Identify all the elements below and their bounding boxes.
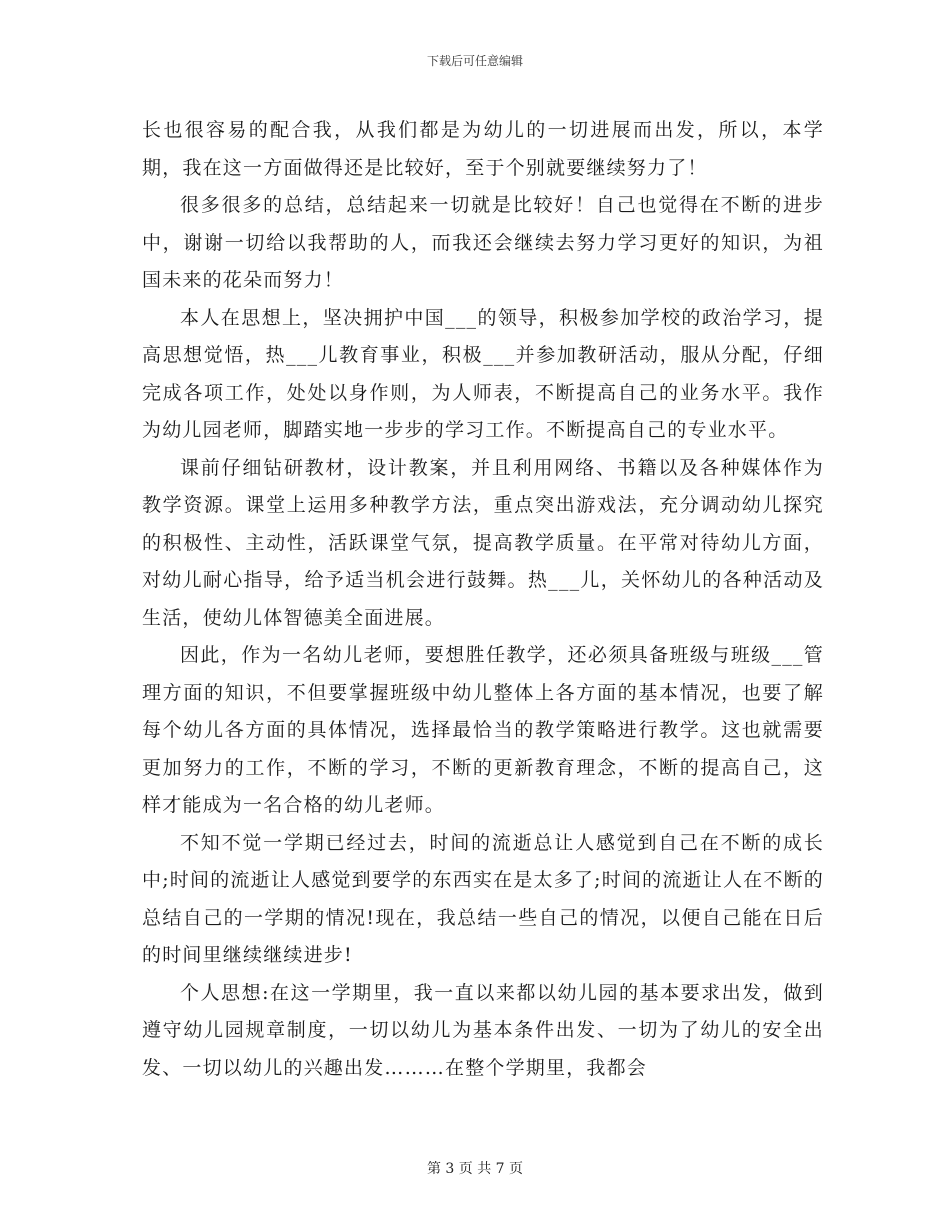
- paragraph-6: 不知不觉一学期已经过去，时间的流逝总让人感觉到自己在不断的成长中;时间的流逝让人感觉到要学的东西实在是太多了;时间的流逝让人在不断的总结自己的一学期的情况!现在，我总结一些自己的情况，以便自己能在日后的时间里继续继续进步!: [142, 831, 824, 966]
- page-header: 下载后可任意编辑: [426, 54, 523, 68]
- paragraph-2: 很多很多的总结，总结起来一切就是比较好！自己也觉得在不断的进步中，谢谢一切给以我帮助的人，而我还会继续去努力学习更好的知识，为祖国未来的花朵而努力！: [142, 194, 824, 291]
- paragraph-7: 个人思想:在这一学期里，我一直以来都以幼儿园的基本要求出发，做到遵守幼儿园规章制度，一切以幼儿为基本条件出发、一切为了幼儿的安全出发、一切以幼儿的兴趣出发………在整个学期里，我都会: [142, 981, 824, 1079]
- paragraph-4: 课前仔细钻研教材，设计教案，并且利用网络、书籍以及各种媒体作为教学资源。课堂上运用多种教学方法，重点突出游戏法，充分调动幼儿探究的积极性、主动性，活跃课堂气氛，提高教学质量。在平常对待幼儿方面，对幼儿耐心指导，给予适当机会进行鼓舞。热___儿，关怀幼儿的各种活动及生活，使幼儿体智德美全面进展。: [142, 456, 824, 629]
- paragraph-5: 因此，作为一名幼儿老师，要想胜任教学，还必须具备班级与班级___管理方面的知识，不但要掌握班级中幼儿整体上各方面的基本情况，也要了解每个幼儿各方面的具体情况，选择最恰当的教学策略进行教学。这也就需要更加努力的工作，不断的学习，不断的更新教育理念，不断的提高自己，这样才能成为一名合格的幼儿老师。: [142, 644, 824, 816]
- document-body: [142, 112, 824, 1087]
- page-footer: 第 3 页 共 7 页: [426, 1161, 524, 1177]
- paragraph-1: 长也很容易的配合我，从我们都是为幼儿的一切进展而出发，所以，本学期，我在这一方面做得还是比较好，至于个别就要继续努力了！: [142, 119, 824, 179]
- paragraph-3: 本人在思想上，坚决拥护中国___的领导，积极参加学校的政治学习，提高思想觉悟，热___儿教育事业，积极___并参加教研活动，服从分配，仔细完成各项工作，处处以身作则，为人师表，不断提高自己的业务水平。我作为幼儿园老师，脚踏实地一步步的学习工作。不断提高自己的专业水平。: [142, 306, 824, 441]
